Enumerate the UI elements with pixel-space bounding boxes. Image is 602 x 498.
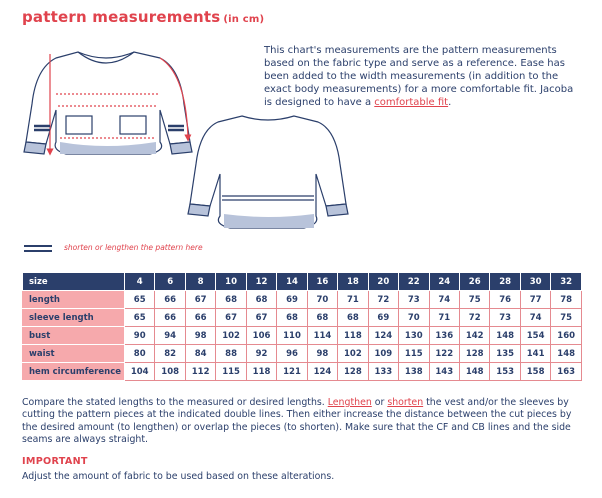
table-cell: 98 [307, 345, 337, 363]
table-cell: 118 [338, 327, 368, 345]
table-cell: 124 [368, 327, 398, 345]
table-cell: 90 [125, 327, 155, 345]
instructions-text-1: Compare the stated lengths to the measured or desired lengths. [22, 397, 328, 408]
table-cell: 82 [155, 345, 185, 363]
important-text: Adjust the amount of fabric to be used based on these alterations. [22, 471, 335, 482]
table-cell: 68 [216, 291, 246, 309]
double-line-icon [24, 244, 52, 254]
table-cell: 153 [490, 363, 520, 381]
table-cell: 73 [490, 309, 520, 327]
table-cell: 75 [459, 291, 489, 309]
table-row [23, 309, 582, 327]
table-cell: 77 [520, 291, 550, 309]
table-cell: 66 [185, 309, 215, 327]
table-cell: 124 [307, 363, 337, 381]
row-label: sleeve length [23, 309, 125, 327]
table-cell: 68 [307, 309, 337, 327]
table-cell: 65 [125, 309, 155, 327]
row-label: bust [23, 327, 125, 345]
table-cell: 158 [520, 363, 550, 381]
column-header: size [23, 273, 125, 291]
table-cell: 148 [551, 345, 582, 363]
column-header: 20 [368, 273, 398, 291]
legend [24, 242, 364, 258]
table-cell: 115 [399, 345, 429, 363]
table-cell: 138 [399, 363, 429, 381]
table-cell: 108 [155, 363, 185, 381]
table-cell: 98 [185, 327, 215, 345]
column-header: 32 [551, 273, 582, 291]
table-cell: 72 [459, 309, 489, 327]
table-cell: 94 [155, 327, 185, 345]
table-cell: 121 [277, 363, 307, 381]
table-cell: 106 [246, 327, 276, 345]
jacket-back-drawing [188, 116, 348, 228]
table-cell: 92 [246, 345, 276, 363]
table-cell: 130 [399, 327, 429, 345]
important-heading: IMPORTANT [22, 456, 88, 467]
table-cell: 102 [338, 345, 368, 363]
table-cell: 75 [551, 309, 582, 327]
measurement-table [22, 272, 582, 381]
table-cell: 160 [551, 327, 582, 345]
column-header: 4 [125, 273, 155, 291]
column-header: 24 [429, 273, 459, 291]
table-cell: 128 [338, 363, 368, 381]
shorten-link[interactable]: shorten [387, 397, 424, 408]
column-header: 28 [490, 273, 520, 291]
table-cell: 88 [216, 345, 246, 363]
page-title [22, 8, 264, 26]
table-cell: 80 [125, 345, 155, 363]
instructions-paragraph [22, 397, 582, 447]
table-cell: 68 [246, 291, 276, 309]
table-cell: 110 [277, 327, 307, 345]
table-cell: 112 [185, 363, 215, 381]
column-header: 16 [307, 273, 337, 291]
column-header: 10 [216, 273, 246, 291]
table-cell: 76 [490, 291, 520, 309]
table-cell: 67 [216, 309, 246, 327]
column-header: 22 [399, 273, 429, 291]
table-cell: 136 [429, 327, 459, 345]
table-cell: 70 [399, 309, 429, 327]
table-row [23, 327, 582, 345]
title-unit: (in cm) [223, 14, 265, 25]
comfortable-fit-link[interactable]: comfortable fit [374, 97, 449, 108]
table-cell: 122 [429, 345, 459, 363]
table-cell: 154 [520, 327, 550, 345]
table-cell: 73 [399, 291, 429, 309]
table-cell: 141 [520, 345, 550, 363]
lengthen-link[interactable]: Lengthen [327, 397, 372, 408]
table-cell: 104 [125, 363, 155, 381]
table-cell: 102 [216, 327, 246, 345]
table-cell: 67 [185, 291, 215, 309]
table-cell: 78 [551, 291, 582, 309]
table-cell: 74 [520, 309, 550, 327]
table-cell: 163 [551, 363, 582, 381]
table-cell: 71 [338, 291, 368, 309]
table-cell: 70 [307, 291, 337, 309]
column-header: 6 [155, 273, 185, 291]
table-cell: 68 [338, 309, 368, 327]
table-cell: 115 [216, 363, 246, 381]
column-header: 8 [185, 273, 215, 291]
intro-text: This chart's measurements are the pattern measurements based on the fabric type and serve as a reference. Ease has been added to the width measurements (in addition to the exact body measurements) for a more comfortable fit. Jacoba is designed to have a [264, 45, 574, 108]
column-header: 12 [246, 273, 276, 291]
table-cell: 68 [277, 309, 307, 327]
row-label: hem circumference [23, 363, 125, 381]
table-cell: 118 [246, 363, 276, 381]
table-cell: 71 [429, 309, 459, 327]
table-row [23, 291, 582, 309]
table-cell: 128 [459, 345, 489, 363]
table-cell: 69 [368, 309, 398, 327]
table-cell: 84 [185, 345, 215, 363]
table-cell: 66 [155, 291, 185, 309]
intro-paragraph [264, 44, 584, 109]
row-label: length [23, 291, 125, 309]
table-row [23, 345, 582, 363]
row-label: waist [23, 345, 125, 363]
table-cell: 114 [307, 327, 337, 345]
intro-end: . [448, 97, 452, 108]
table-cell: 133 [368, 363, 398, 381]
table-cell: 65 [125, 291, 155, 309]
table-cell: 96 [277, 345, 307, 363]
table-header-row [23, 273, 582, 291]
title-text: pattern measurements [22, 8, 221, 26]
column-header: 26 [459, 273, 489, 291]
column-header: 14 [277, 273, 307, 291]
table-row [23, 363, 582, 381]
instructions-text-2: or [371, 397, 388, 408]
table-cell: 142 [459, 327, 489, 345]
table-cell: 66 [155, 309, 185, 327]
column-header: 18 [338, 273, 368, 291]
table-cell: 143 [429, 363, 459, 381]
table-cell: 69 [277, 291, 307, 309]
legend-label: shorten or lengthen the pattern here [64, 243, 203, 252]
table-cell: 72 [368, 291, 398, 309]
table-cell: 135 [490, 345, 520, 363]
jacket-front-drawing [24, 52, 192, 154]
table-cell: 74 [429, 291, 459, 309]
instructions-text-3: the vest and/or the sleeves by cutting the pattern pieces at the indicated double lines. Then either increase the distance between the cut pieces by the desired amount (to lengthen) or overlap the pieces (to shorten). Make sure that the CF and CB lines and the side seams are always straight. [22, 397, 572, 446]
table-cell: 67 [246, 309, 276, 327]
column-header: 30 [520, 273, 550, 291]
table-cell: 148 [490, 327, 520, 345]
table-cell: 109 [368, 345, 398, 363]
table-cell: 148 [459, 363, 489, 381]
